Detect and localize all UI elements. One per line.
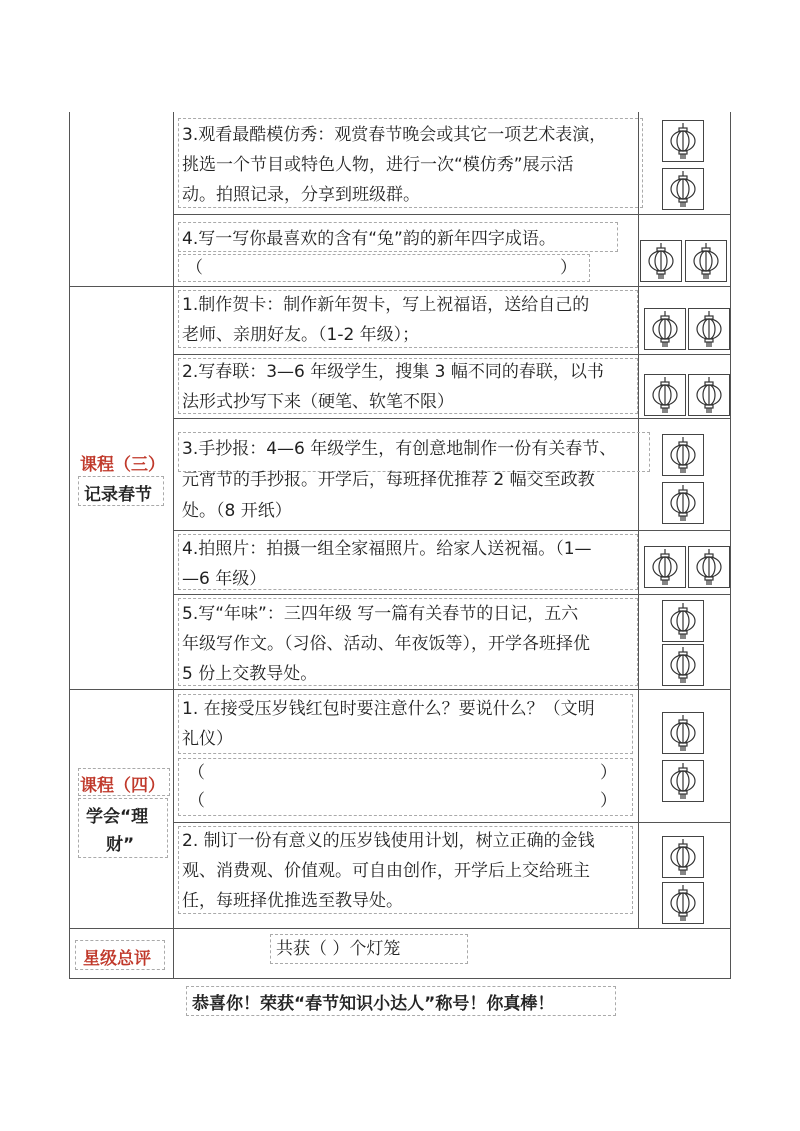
lantern-icon (662, 434, 704, 476)
task-text-line: 法形式抄写下来（硬笔、软笔不限） (182, 392, 454, 412)
lantern-icon (662, 168, 704, 210)
paren-open: （ (188, 791, 205, 811)
category-label: 记录春节 (84, 485, 152, 505)
section-divider (69, 928, 731, 929)
row-divider (173, 418, 731, 419)
paren-open: （ (186, 258, 203, 278)
task-text-line: 年级写作文。（习俗、活动、年夜饭等），开学各班择优 (182, 634, 590, 654)
category-label-red: 课程（四） (80, 776, 165, 796)
paren-open: （ (188, 763, 205, 783)
row-divider (173, 530, 731, 531)
lantern-icon (662, 482, 704, 524)
table-col-divider-2 (638, 112, 639, 928)
summary-text: 共获（ ）个灯笼 (276, 939, 401, 959)
section-divider (69, 286, 731, 287)
task-text-line: 任，每班择优推选至教导处。 (182, 891, 403, 911)
answer-blank[interactable] (178, 758, 633, 816)
row-divider (173, 214, 731, 215)
summary-label: 星级总评 (83, 949, 151, 969)
task-text-line: 挑选一个节目或特色人物，进行一次“模仿秀”展示活 (182, 155, 574, 175)
lantern-icon (662, 712, 704, 754)
row-divider (173, 594, 731, 595)
lantern-icon (685, 240, 727, 282)
answer-blank[interactable] (178, 254, 590, 282)
lantern-icon (662, 600, 704, 642)
lantern-icon (688, 308, 730, 350)
row-divider (173, 354, 731, 355)
section-divider (69, 689, 731, 690)
paren-close: ） (600, 791, 617, 811)
lantern-icon (662, 120, 704, 162)
task-text-line: 2.写春联：3—6 年级学生，搜集 3 幅不同的春联，以书 (182, 362, 604, 382)
task-text-line: 礼仪） (182, 729, 233, 749)
category-label: 学会“理 (86, 807, 149, 827)
task-text-line: 5.写“年味”：三四年级 写一篇有关春节的日记，五六 (182, 604, 579, 624)
lantern-icon (644, 308, 686, 350)
category-label-red: 课程（三） (80, 455, 165, 475)
lantern-icon (644, 374, 686, 416)
task-text-line: 4.写一写你最喜欢的含有“兔”韵的新年四字成语。 (182, 229, 556, 249)
lantern-icon (688, 546, 730, 588)
task-text-line: 元宵节的手抄报。开学后，每班择优推荐 2 幅交至政教 (182, 470, 595, 490)
lantern-icon (640, 240, 682, 282)
category-label: 财” (106, 835, 135, 855)
table-border-left (69, 112, 70, 979)
task-text-line: —6 年级） (182, 569, 267, 589)
task-text-line: 3.观看最酷模仿秀：观赏春节晚会或其它一项艺术表演， (182, 125, 607, 145)
table-border-right (730, 112, 731, 979)
footer-message: 恭喜你！荣获“春节知识小达人”称号！你真棒！ (192, 994, 555, 1014)
lantern-icon (644, 546, 686, 588)
paren-close: ） (600, 763, 617, 783)
task-text-line: 老师、亲朋好友。（1-2 年级）； (182, 325, 420, 345)
task-text-line: 3.手抄报：4—6 年级学生，有创意地制作一份有关春节、 (182, 439, 617, 459)
lantern-icon (662, 836, 704, 878)
task-text-line: 2. 制订一份有意义的压岁钱使用计划，树立正确的金钱 (182, 831, 595, 851)
task-text-line: 1. 在接受压岁钱红包时要注意什么？要说什么？（文明 (182, 699, 595, 719)
task-text-line: 5 份上交教导处。 (182, 664, 318, 684)
paren-close: ） (560, 258, 577, 278)
task-text-line: 处。（8 开纸） (182, 501, 292, 521)
row-divider (173, 822, 731, 823)
lantern-icon (662, 882, 704, 924)
task-text-line: 观、消费观、价值观。可自由创作，开学后上交给班主 (182, 861, 590, 881)
lantern-icon (662, 760, 704, 802)
task-text-line: 动。拍照记录，分享到班级群。 (182, 185, 420, 205)
table-border-bottom (69, 978, 731, 979)
lantern-icon (662, 644, 704, 686)
lantern-icon (688, 374, 730, 416)
task-text-line: 1.制作贺卡：制作新年贺卡，写上祝福语，送给自己的 (182, 295, 590, 315)
table-col-divider-1 (173, 112, 174, 979)
task-text-line: 4.拍照片：拍摄一组全家福照片。给家人送祝福。（1— (182, 539, 592, 559)
